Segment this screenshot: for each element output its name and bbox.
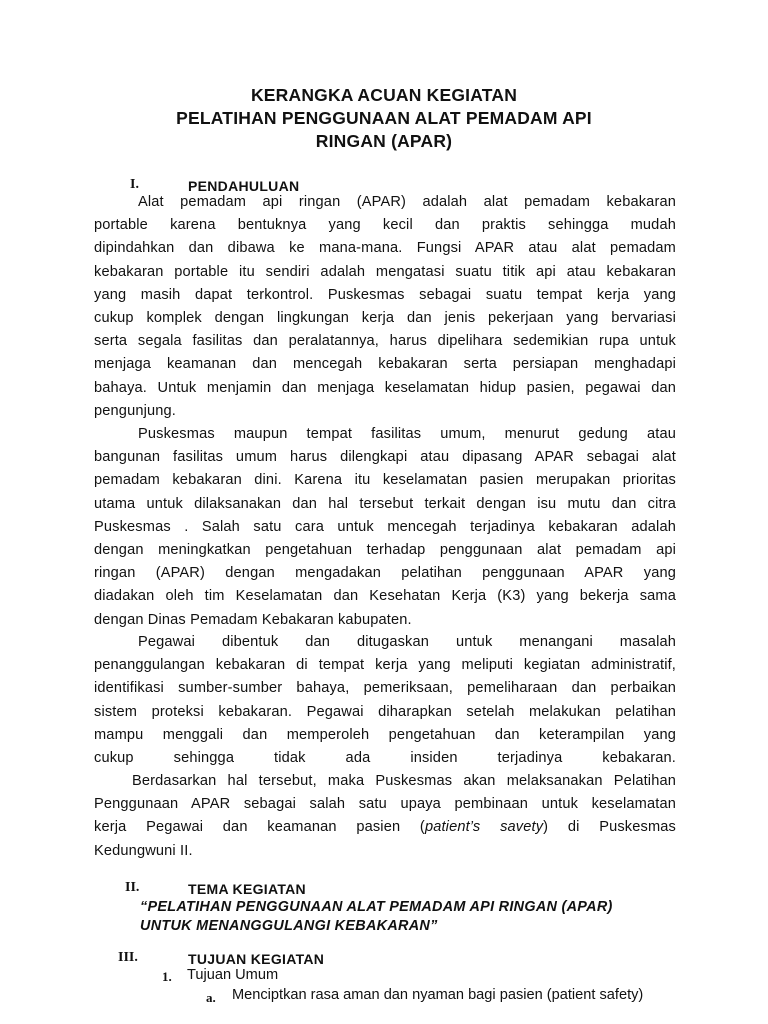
paragraph-line: cukup komplek dengan lingkungan kerja dan jenis pekerjaan yang bervariasi	[94, 310, 676, 327]
paragraph-line: bangunan fasilitas umum harus dilengkapi atau dipasang APAR sebagai alat	[94, 449, 676, 466]
paragraph-line: utama untuk dilaksanakan dan hal tersebut terkait dengan isu mutu dan citra	[94, 495, 676, 512]
paragraph-line: Pegawai dibentuk dan ditugaskan untuk menangani masalah	[138, 634, 676, 650]
title-line-3: RINGAN (APAR)	[315, 131, 453, 151]
paragraph-intro	[94, 191, 676, 423]
title-line-2: PELATIHAN PENGGUNAAN ALAT PEMADAM API	[176, 108, 592, 128]
title-line-1: KERANGKA ACUAN KEGIATAN	[250, 85, 518, 105]
paragraph-line: Puskesmas maupun tempat fasilitas umum, menurut gedung atau	[138, 426, 676, 442]
section-1-title: PENDAHULUAN	[188, 178, 300, 194]
italic-term: patient’s savety	[424, 819, 544, 836]
paragraph-line: Alat pemadam api ringan (APAR) adalah alat pemadam kebakaran	[138, 194, 676, 210]
section-3-number: III.	[118, 950, 138, 965]
goal-item-1a-number: a.	[206, 990, 216, 1005]
paragraph-line: dipindahkan dan dibawa ke mana-mana. Fungsi APAR atau alat pemadam	[94, 240, 676, 257]
theme-line-1: “PELATIHAN PENGGUNAAN ALAT PEMADAM API RINGAN (APAR)	[140, 899, 613, 915]
paragraph-line: ringan (APAR) dengan mengadakan pelatihan penggunaan APAR yang	[94, 565, 676, 582]
paragraph-line: Kedungwuni II.	[94, 842, 193, 859]
goal-item-1a-label: Menciptkan rasa aman dan nyaman bagi pasien (patient safety)	[232, 987, 644, 1003]
paragraph-line: kerja Pegawai dan keamanan pasien (patient’s savety) di Puskesmas	[94, 819, 676, 836]
paragraph-line: identifikasi sumber-sumber bahaya, pemeriksaan, pemeliharaan dan perbaikan	[94, 680, 676, 697]
section-2-number: II.	[125, 880, 140, 895]
paragraph-line: dengan Dinas Pemadam Kebakaran kabupaten.	[94, 611, 412, 628]
paragraph-line: diadakan oleh tim Keselamatan dan Kesehatan Kerja (K3) yang bekerja sama	[94, 588, 676, 605]
paragraph-line: sistem proteksi kebakaran. Pegawai diharapkan setelah melakukan pelatihan	[94, 703, 676, 720]
paragraph-conclusion	[94, 770, 676, 863]
section-2-title: TEMA KEGIATAN	[188, 881, 306, 897]
paragraph-line: bahaya. Untuk menjamin dan menjaga keselamatan hidup pasien, pegawai dan	[94, 379, 676, 396]
document-title	[0, 84, 768, 153]
section-3-title: TUJUAN KEGIATAN	[188, 951, 325, 967]
paragraph-puskesmas	[94, 423, 676, 632]
theme-text	[140, 898, 680, 936]
paragraph-line: cukup sehingga tidak ada insiden terjadinya kebakaran.	[94, 750, 676, 767]
paragraph-line: Berdasarkan hal tersebut, maka Puskesmas akan melaksanakan Pelatihan	[132, 773, 676, 789]
paragraph-line: dengan meningkatkan pengetahuan terhadap penggunaan alat pemadam api	[94, 542, 676, 559]
paragraph-line: Puskesmas . Salah satu cara untuk mencegah terjadinya kebakaran adalah	[94, 518, 676, 535]
paragraph-line: pengunjung.	[94, 402, 176, 419]
paragraph-line: menjaga keamanan dan mencegah kebakaran serta persiapan menghadapi	[94, 356, 676, 373]
goal-item-1-number: 1.	[162, 969, 172, 984]
goal-item-1-label: Tujuan Umum	[187, 967, 279, 983]
paragraph-line: yang masih dapat terkontrol. Puskesmas sebagai suatu tempat kerja yang	[94, 286, 676, 303]
section-1-number: I.	[130, 177, 139, 192]
paragraph-line: Penggunaan APAR sebagai salah satu upaya pembinaan untuk keselamatan	[94, 796, 676, 813]
paragraph-line: kebakaran portable itu sendiri adalah mengatasi suatu titik api atau kebakaran	[94, 263, 676, 280]
paragraph-pegawai	[94, 631, 676, 770]
paragraph-line: portable karena bentuknya yang kecil dan praktis sehingga mudah	[94, 217, 676, 234]
paragraph-line: serta segala fasilitas dan peralatannya, harus dipelihara sedemikian rupa untuk	[94, 333, 676, 350]
theme-line-2: UNTUK MENANGGULANGI KEBAKARAN”	[140, 918, 438, 934]
paragraph-line: mampu menggali dan memperoleh pengetahuan dan keterampilan yang	[94, 726, 676, 743]
paragraph-line: penanggulangan kebakaran di tempat kerja yang meliputi kegiatan administratif,	[94, 657, 676, 674]
paragraph-line: pemadam kebakaran dini. Karena itu keselamatan pasien merupakan prioritas	[94, 472, 676, 489]
